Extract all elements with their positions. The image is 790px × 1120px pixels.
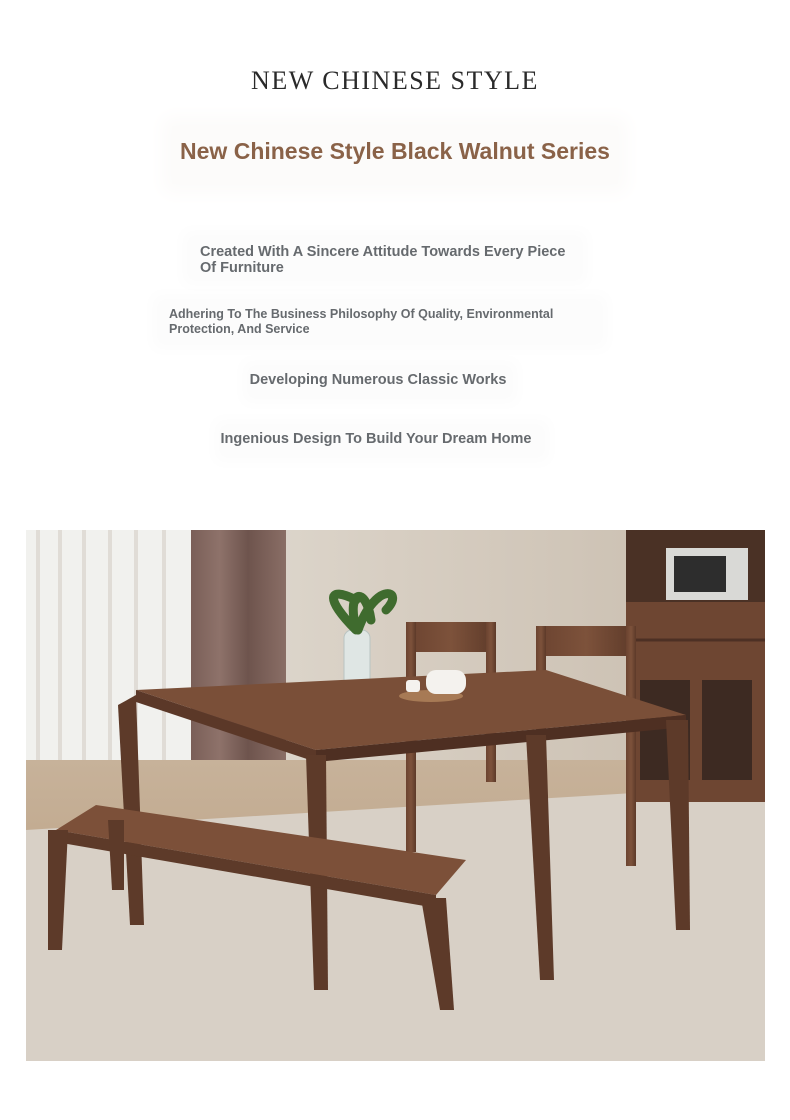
series-subtitle: New Chinese Style Black Walnut Series [180, 138, 610, 164]
tagline-classic-works: Developing Numerous Classic Works [249, 372, 507, 388]
tagline-sincere-attitude: Created With A Sincere Attitude Towards Every Piece Of Furniture [200, 244, 566, 276]
page-title: NEW CHINESE STYLE [251, 66, 539, 95]
product-photo-dining-set [26, 530, 765, 1061]
tagline-business-philosophy: Adhering To The Business Philosophy Of Quality, Environmental Protection, And Service [169, 307, 554, 336]
tagline-dream-home: Ingenious Design To Build Your Dream Home [220, 431, 532, 447]
